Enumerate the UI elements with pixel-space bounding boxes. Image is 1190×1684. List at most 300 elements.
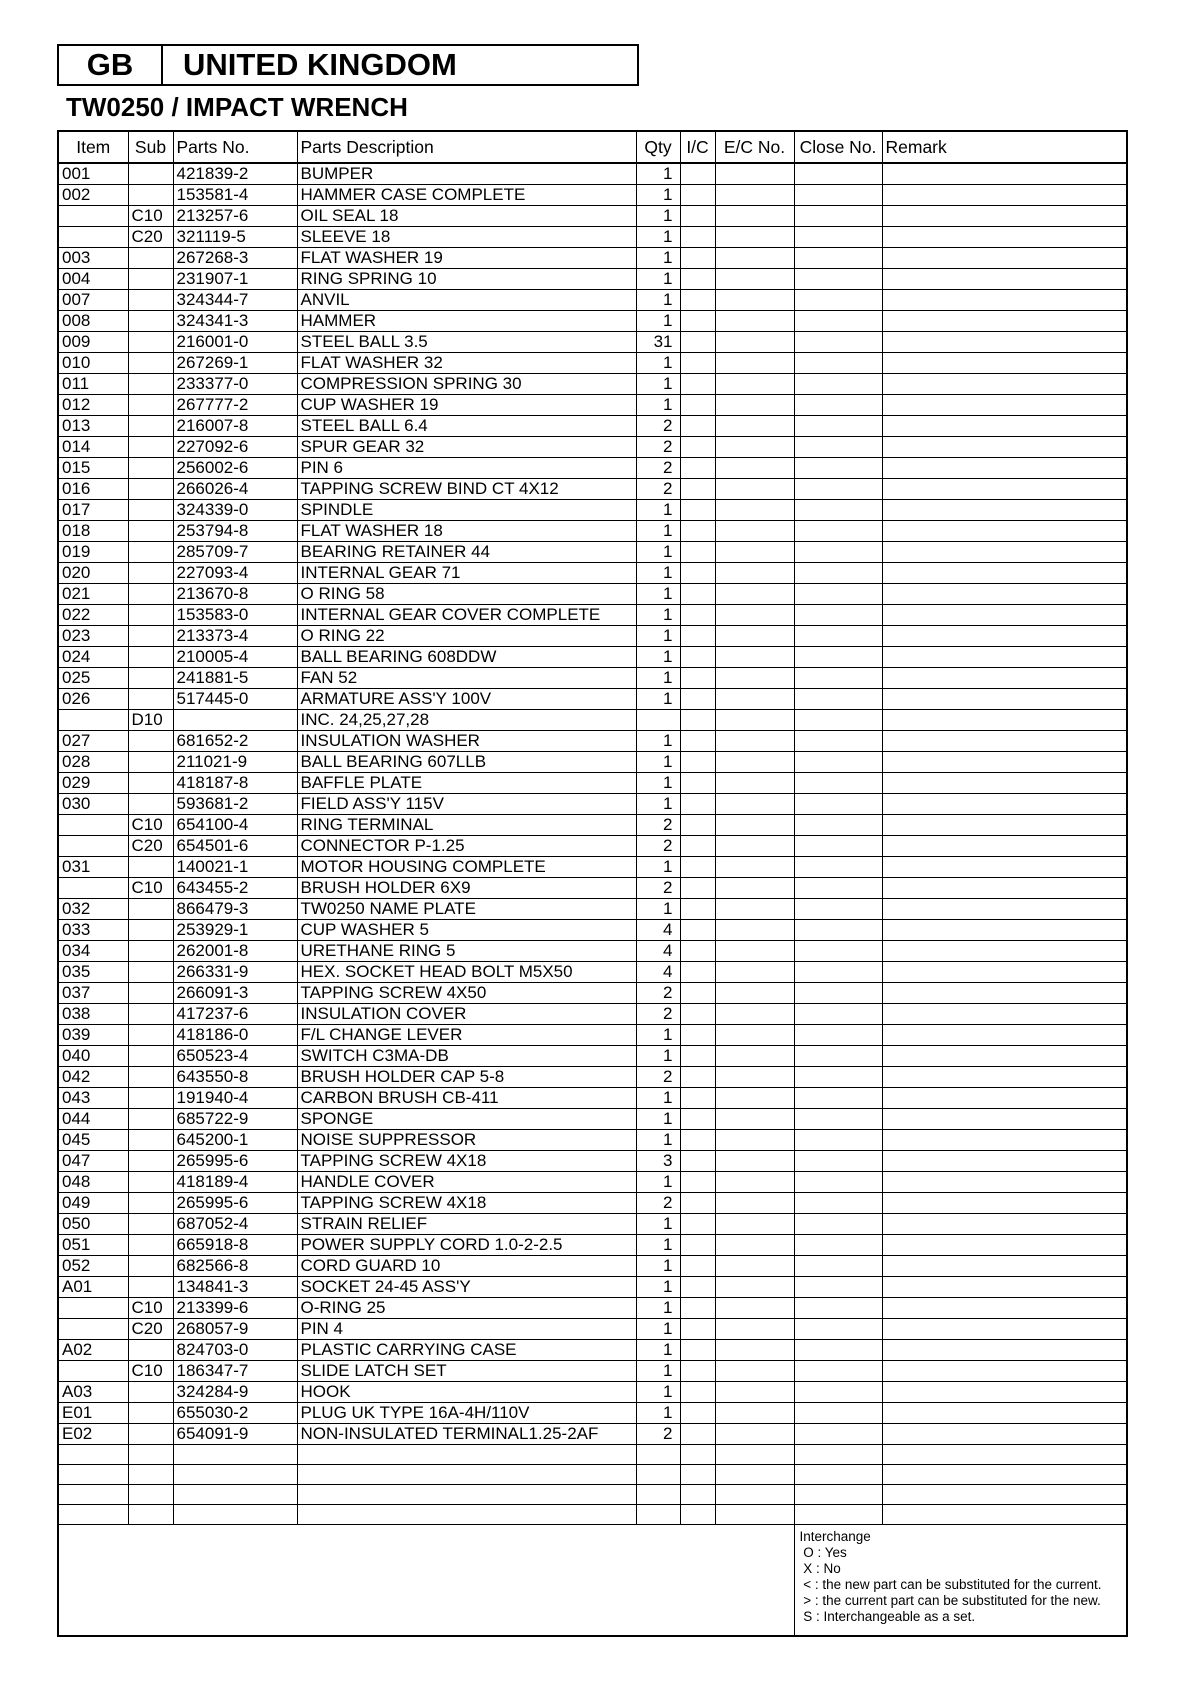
empty-cell bbox=[58, 1445, 128, 1465]
cell-ic bbox=[680, 1382, 715, 1403]
cell-qty: 1 bbox=[636, 185, 680, 206]
cell-close-no bbox=[794, 1067, 882, 1088]
cell-ec-no bbox=[715, 605, 794, 626]
cell-ec-no bbox=[715, 668, 794, 689]
cell-remark bbox=[882, 1298, 1127, 1319]
cell-remark bbox=[882, 500, 1127, 521]
cell-remark bbox=[882, 290, 1127, 311]
cell-parts-no: 321119-5 bbox=[173, 227, 297, 248]
empty-cell bbox=[715, 1465, 794, 1485]
cell-ec-no bbox=[715, 1403, 794, 1424]
cell-description: SPUR GEAR 32 bbox=[297, 437, 636, 458]
cell-parts-no: 140021-1 bbox=[173, 857, 297, 878]
cell-qty: 1 bbox=[636, 752, 680, 773]
cell-description: RING TERMINAL bbox=[297, 815, 636, 836]
cell-qty: 4 bbox=[636, 962, 680, 983]
cell-parts-no: 324344-7 bbox=[173, 290, 297, 311]
cell-close-no bbox=[794, 710, 882, 731]
empty-cell bbox=[680, 1445, 715, 1465]
cell-remark bbox=[882, 521, 1127, 542]
cell-description: SPONGE bbox=[297, 1109, 636, 1130]
empty-cell bbox=[128, 1445, 173, 1465]
cell-close-no bbox=[794, 836, 882, 857]
cell-qty: 4 bbox=[636, 920, 680, 941]
table-row bbox=[58, 416, 1127, 437]
cell-ec-no bbox=[715, 815, 794, 836]
cell-ic bbox=[680, 332, 715, 353]
cell-item: 008 bbox=[58, 311, 128, 332]
table-row bbox=[58, 563, 1127, 584]
cell-item: 038 bbox=[58, 1004, 128, 1025]
cell-description: PIN 6 bbox=[297, 458, 636, 479]
empty-cell bbox=[882, 1505, 1127, 1525]
cell-remark bbox=[882, 1424, 1127, 1445]
table-row bbox=[58, 731, 1127, 752]
cell-remark bbox=[882, 311, 1127, 332]
table-row bbox=[58, 1340, 1127, 1361]
cell-close-no bbox=[794, 1256, 882, 1277]
cell-parts-no: 231907-1 bbox=[173, 269, 297, 290]
column-header-sub: Sub bbox=[128, 131, 173, 163]
cell-close-no bbox=[794, 941, 882, 962]
cell-qty: 2 bbox=[636, 878, 680, 899]
cell-close-no bbox=[794, 1340, 882, 1361]
cell-ec-no bbox=[715, 395, 794, 416]
table-row bbox=[58, 794, 1127, 815]
cell-close-no bbox=[794, 542, 882, 563]
cell-description: TAPPING SCREW 4X18 bbox=[297, 1193, 636, 1214]
cell-close-no bbox=[794, 1172, 882, 1193]
cell-ic bbox=[680, 1088, 715, 1109]
legend-title: Interchange bbox=[799, 1529, 871, 1544]
cell-sub bbox=[128, 1151, 173, 1172]
cell-remark bbox=[882, 1256, 1127, 1277]
cell-parts-no: 213670-8 bbox=[173, 584, 297, 605]
cell-remark bbox=[882, 1361, 1127, 1382]
table-row bbox=[58, 353, 1127, 374]
cell-remark bbox=[882, 227, 1127, 248]
cell-sub bbox=[128, 773, 173, 794]
cell-qty: 1 bbox=[636, 605, 680, 626]
cell-sub bbox=[128, 416, 173, 437]
cell-ic bbox=[680, 1214, 715, 1235]
cell-item: 013 bbox=[58, 416, 128, 437]
cell-remark bbox=[882, 479, 1127, 500]
cell-ic bbox=[680, 1067, 715, 1088]
cell-ic bbox=[680, 1172, 715, 1193]
empty-cell bbox=[297, 1445, 636, 1465]
cell-remark bbox=[882, 815, 1127, 836]
cell-ic bbox=[680, 983, 715, 1004]
cell-description: BRUSH HOLDER 6X9 bbox=[297, 878, 636, 899]
cell-item: 049 bbox=[58, 1193, 128, 1214]
cell-remark bbox=[882, 542, 1127, 563]
cell-parts-no: 266331-9 bbox=[173, 962, 297, 983]
cell-remark bbox=[882, 395, 1127, 416]
cell-remark bbox=[882, 1235, 1127, 1256]
cell-qty: 1 bbox=[636, 269, 680, 290]
table-row bbox=[58, 647, 1127, 668]
cell-remark bbox=[882, 269, 1127, 290]
cell-item: 022 bbox=[58, 605, 128, 626]
table-row bbox=[58, 1298, 1127, 1319]
cell-remark bbox=[882, 899, 1127, 920]
cell-remark bbox=[882, 1193, 1127, 1214]
cell-item bbox=[58, 1319, 128, 1340]
cell-ic bbox=[680, 1277, 715, 1298]
cell-ic bbox=[680, 731, 715, 752]
cell-description: MOTOR HOUSING COMPLETE bbox=[297, 857, 636, 878]
cell-qty bbox=[636, 710, 680, 731]
cell-sub bbox=[128, 605, 173, 626]
cell-sub bbox=[128, 1172, 173, 1193]
cell-ec-no bbox=[715, 689, 794, 710]
cell-sub bbox=[128, 1004, 173, 1025]
cell-remark bbox=[882, 878, 1127, 899]
cell-description: TW0250 NAME PLATE bbox=[297, 899, 636, 920]
cell-item: 047 bbox=[58, 1151, 128, 1172]
document-title: TW0250 / IMPACT WRENCH bbox=[66, 92, 408, 122]
cell-description: COMPRESSION SPRING 30 bbox=[297, 374, 636, 395]
cell-qty: 1 bbox=[636, 311, 680, 332]
cell-qty: 1 bbox=[636, 521, 680, 542]
table-row bbox=[58, 1214, 1127, 1235]
cell-ic bbox=[680, 458, 715, 479]
cell-close-no bbox=[794, 752, 882, 773]
cell-item: 012 bbox=[58, 395, 128, 416]
cell-item: 017 bbox=[58, 500, 128, 521]
table-row bbox=[58, 437, 1127, 458]
cell-ec-no bbox=[715, 311, 794, 332]
cell-ec-no bbox=[715, 332, 794, 353]
column-header-ic: I/C bbox=[680, 131, 715, 163]
cell-parts-no: 211021-9 bbox=[173, 752, 297, 773]
cell-item: 021 bbox=[58, 584, 128, 605]
empty-cell bbox=[794, 1465, 882, 1485]
cell-qty: 1 bbox=[636, 227, 680, 248]
cell-close-no bbox=[794, 1424, 882, 1445]
cell-item: 035 bbox=[58, 962, 128, 983]
cell-sub bbox=[128, 1193, 173, 1214]
cell-ic bbox=[680, 941, 715, 962]
empty-cell bbox=[715, 1485, 794, 1505]
cell-parts-no: 213399-6 bbox=[173, 1298, 297, 1319]
cell-close-no bbox=[794, 395, 882, 416]
cell-sub bbox=[128, 163, 173, 185]
cell-sub bbox=[128, 584, 173, 605]
cell-close-no bbox=[794, 1046, 882, 1067]
cell-ec-no bbox=[715, 1214, 794, 1235]
cell-close-no bbox=[794, 248, 882, 269]
cell-sub bbox=[128, 563, 173, 584]
empty-cell bbox=[636, 1485, 680, 1505]
cell-qty: 2 bbox=[636, 479, 680, 500]
empty-cell bbox=[882, 1485, 1127, 1505]
table-row bbox=[58, 1130, 1127, 1151]
empty-cell bbox=[297, 1465, 636, 1485]
cell-item: 032 bbox=[58, 899, 128, 920]
cell-qty: 1 bbox=[636, 542, 680, 563]
cell-ic bbox=[680, 920, 715, 941]
cell-parts-no: 324284-9 bbox=[173, 1382, 297, 1403]
cell-ic bbox=[680, 374, 715, 395]
cell-item: E02 bbox=[58, 1424, 128, 1445]
table-row bbox=[58, 269, 1127, 290]
cell-parts-no bbox=[173, 710, 297, 731]
empty-row bbox=[58, 1445, 1127, 1465]
cell-ic bbox=[680, 437, 715, 458]
cell-parts-no: 665918-8 bbox=[173, 1235, 297, 1256]
cell-qty: 1 bbox=[636, 1340, 680, 1361]
cell-qty: 1 bbox=[636, 1046, 680, 1067]
cell-ec-no bbox=[715, 584, 794, 605]
cell-parts-no: 682566-8 bbox=[173, 1256, 297, 1277]
cell-parts-no: 191940-4 bbox=[173, 1088, 297, 1109]
cell-ec-no bbox=[715, 773, 794, 794]
cell-qty: 2 bbox=[636, 437, 680, 458]
cell-close-no bbox=[794, 269, 882, 290]
cell-parts-no: 241881-5 bbox=[173, 668, 297, 689]
cell-remark bbox=[882, 647, 1127, 668]
empty-cell bbox=[636, 1445, 680, 1465]
cell-description: TAPPING SCREW 4X50 bbox=[297, 983, 636, 1004]
cell-sub bbox=[128, 1088, 173, 1109]
legend-blank-cell bbox=[58, 1525, 794, 1636]
cell-ec-no bbox=[715, 752, 794, 773]
cell-item: 007 bbox=[58, 290, 128, 311]
cell-ic bbox=[680, 479, 715, 500]
cell-parts-no: 324339-0 bbox=[173, 500, 297, 521]
cell-ic bbox=[680, 962, 715, 983]
empty-cell bbox=[882, 1465, 1127, 1485]
empty-cell bbox=[128, 1465, 173, 1485]
cell-sub bbox=[128, 920, 173, 941]
cell-close-no bbox=[794, 1088, 882, 1109]
cell-ec-no bbox=[715, 479, 794, 500]
cell-sub: C20 bbox=[128, 836, 173, 857]
cell-description: CORD GUARD 10 bbox=[297, 1256, 636, 1277]
cell-ec-no bbox=[715, 1277, 794, 1298]
cell-ec-no bbox=[715, 248, 794, 269]
cell-remark bbox=[882, 1004, 1127, 1025]
cell-ec-no bbox=[715, 269, 794, 290]
cell-ec-no bbox=[715, 1025, 794, 1046]
cell-ec-no bbox=[715, 920, 794, 941]
cell-parts-no: 681652-2 bbox=[173, 731, 297, 752]
table-row bbox=[58, 1109, 1127, 1130]
cell-qty: 2 bbox=[636, 1193, 680, 1214]
cell-ec-no bbox=[715, 983, 794, 1004]
cell-ic bbox=[680, 206, 715, 227]
cell-description: ANVIL bbox=[297, 290, 636, 311]
cell-close-no bbox=[794, 1382, 882, 1403]
cell-item: 002 bbox=[58, 185, 128, 206]
cell-remark bbox=[882, 920, 1127, 941]
cell-ec-no bbox=[715, 185, 794, 206]
cell-description: O-RING 25 bbox=[297, 1298, 636, 1319]
cell-ic bbox=[680, 1109, 715, 1130]
cell-ec-no bbox=[715, 227, 794, 248]
cell-item: 027 bbox=[58, 731, 128, 752]
cell-parts-no: 643550-8 bbox=[173, 1067, 297, 1088]
table-row bbox=[58, 920, 1127, 941]
cell-qty: 1 bbox=[636, 1256, 680, 1277]
cell-remark bbox=[882, 1109, 1127, 1130]
cell-item: 039 bbox=[58, 1025, 128, 1046]
cell-description: SWITCH C3MA-DB bbox=[297, 1046, 636, 1067]
table-row bbox=[58, 1067, 1127, 1088]
cell-close-no bbox=[794, 584, 882, 605]
cell-remark bbox=[882, 710, 1127, 731]
cell-qty: 1 bbox=[636, 1298, 680, 1319]
cell-parts-no: 593681-2 bbox=[173, 794, 297, 815]
cell-ec-no bbox=[715, 836, 794, 857]
cell-description: PLUG UK TYPE 16A-4H/110V bbox=[297, 1403, 636, 1424]
cell-qty: 1 bbox=[636, 1361, 680, 1382]
cell-ic bbox=[680, 710, 715, 731]
empty-cell bbox=[882, 1445, 1127, 1465]
table-row bbox=[58, 1361, 1127, 1382]
cell-ec-no bbox=[715, 710, 794, 731]
cell-sub: C10 bbox=[128, 1361, 173, 1382]
cell-qty: 1 bbox=[636, 1403, 680, 1424]
table-row bbox=[58, 1424, 1127, 1445]
cell-ec-no bbox=[715, 437, 794, 458]
cell-item bbox=[58, 1361, 128, 1382]
cell-item: 018 bbox=[58, 521, 128, 542]
cell-ic bbox=[680, 1319, 715, 1340]
cell-sub bbox=[128, 269, 173, 290]
cell-qty: 1 bbox=[636, 584, 680, 605]
cell-parts-no: 227092-6 bbox=[173, 437, 297, 458]
cell-item: 028 bbox=[58, 752, 128, 773]
cell-sub bbox=[128, 185, 173, 206]
cell-ec-no bbox=[715, 1424, 794, 1445]
empty-cell bbox=[173, 1485, 297, 1505]
cell-sub bbox=[128, 479, 173, 500]
cell-description: INTERNAL GEAR COVER COMPLETE bbox=[297, 605, 636, 626]
table-row bbox=[58, 1025, 1127, 1046]
empty-cell bbox=[128, 1505, 173, 1525]
table-row bbox=[58, 773, 1127, 794]
cell-description: CONNECTOR P-1.25 bbox=[297, 836, 636, 857]
cell-sub bbox=[128, 1214, 173, 1235]
cell-sub: C20 bbox=[128, 1319, 173, 1340]
cell-sub bbox=[128, 941, 173, 962]
cell-ec-no bbox=[715, 962, 794, 983]
cell-close-no bbox=[794, 163, 882, 185]
cell-close-no bbox=[794, 857, 882, 878]
cell-qty: 2 bbox=[636, 983, 680, 1004]
legend-line: > : the current part can be substituted for the new. bbox=[799, 1593, 1101, 1608]
cell-ic bbox=[680, 290, 715, 311]
cell-parts-no: 216001-0 bbox=[173, 332, 297, 353]
cell-ic bbox=[680, 500, 715, 521]
cell-ec-no bbox=[715, 1235, 794, 1256]
cell-description: TAPPING SCREW 4X18 bbox=[297, 1151, 636, 1172]
table-row bbox=[58, 521, 1127, 542]
interchange-legend bbox=[794, 1525, 1127, 1636]
cell-ic bbox=[680, 269, 715, 290]
cell-parts-no: 256002-6 bbox=[173, 458, 297, 479]
cell-description: O RING 58 bbox=[297, 584, 636, 605]
cell-sub bbox=[128, 1046, 173, 1067]
cell-item bbox=[58, 710, 128, 731]
cell-remark bbox=[882, 332, 1127, 353]
empty-cell bbox=[58, 1505, 128, 1525]
cell-remark bbox=[882, 689, 1127, 710]
cell-ic bbox=[680, 1340, 715, 1361]
cell-ec-no bbox=[715, 1067, 794, 1088]
cell-description: INTERNAL GEAR 71 bbox=[297, 563, 636, 584]
cell-item: 034 bbox=[58, 941, 128, 962]
cell-close-no bbox=[794, 437, 882, 458]
cell-ic bbox=[680, 1046, 715, 1067]
cell-ic bbox=[680, 1130, 715, 1151]
legend-line: O : Yes bbox=[799, 1545, 847, 1560]
cell-description: CUP WASHER 19 bbox=[297, 395, 636, 416]
table-row bbox=[58, 1403, 1127, 1424]
cell-parts-no: 186347-7 bbox=[173, 1361, 297, 1382]
cell-parts-no: 153581-4 bbox=[173, 185, 297, 206]
cell-sub bbox=[128, 1025, 173, 1046]
cell-description: SPINDLE bbox=[297, 500, 636, 521]
cell-close-no bbox=[794, 521, 882, 542]
cell-close-no bbox=[794, 794, 882, 815]
cell-qty: 1 bbox=[636, 1025, 680, 1046]
cell-close-no bbox=[794, 332, 882, 353]
cell-ic bbox=[680, 584, 715, 605]
cell-ec-no bbox=[715, 374, 794, 395]
table-row bbox=[58, 248, 1127, 269]
cell-remark bbox=[882, 1172, 1127, 1193]
cell-sub bbox=[128, 1109, 173, 1130]
cell-parts-no: 216007-8 bbox=[173, 416, 297, 437]
table-row bbox=[58, 815, 1127, 836]
cell-ec-no bbox=[715, 731, 794, 752]
cell-ec-no bbox=[715, 500, 794, 521]
empty-cell bbox=[794, 1505, 882, 1525]
table-row bbox=[58, 1382, 1127, 1403]
table-row bbox=[58, 185, 1127, 206]
cell-ec-no bbox=[715, 941, 794, 962]
cell-description: PIN 4 bbox=[297, 1319, 636, 1340]
cell-sub bbox=[128, 248, 173, 269]
empty-cell bbox=[636, 1505, 680, 1525]
cell-ic bbox=[680, 773, 715, 794]
cell-item: 010 bbox=[58, 353, 128, 374]
empty-row bbox=[58, 1465, 1127, 1485]
cell-parts-no: 418186-0 bbox=[173, 1025, 297, 1046]
cell-ec-no bbox=[715, 794, 794, 815]
table-row bbox=[58, 857, 1127, 878]
cell-parts-no: 253794-8 bbox=[173, 521, 297, 542]
cell-qty: 1 bbox=[636, 290, 680, 311]
cell-qty: 2 bbox=[636, 1004, 680, 1025]
cell-description: FLAT WASHER 18 bbox=[297, 521, 636, 542]
cell-parts-no: 324341-3 bbox=[173, 311, 297, 332]
column-header-description: Parts Description bbox=[297, 131, 636, 163]
table-row bbox=[58, 836, 1127, 857]
table-row bbox=[58, 206, 1127, 227]
empty-cell bbox=[715, 1445, 794, 1465]
legend-line: < : the new part can be substituted for the current. bbox=[799, 1577, 1102, 1592]
cell-remark bbox=[882, 626, 1127, 647]
region-code: GB bbox=[59, 46, 163, 84]
cell-close-no bbox=[794, 1361, 882, 1382]
cell-item: 042 bbox=[58, 1067, 128, 1088]
cell-qty: 1 bbox=[636, 163, 680, 185]
